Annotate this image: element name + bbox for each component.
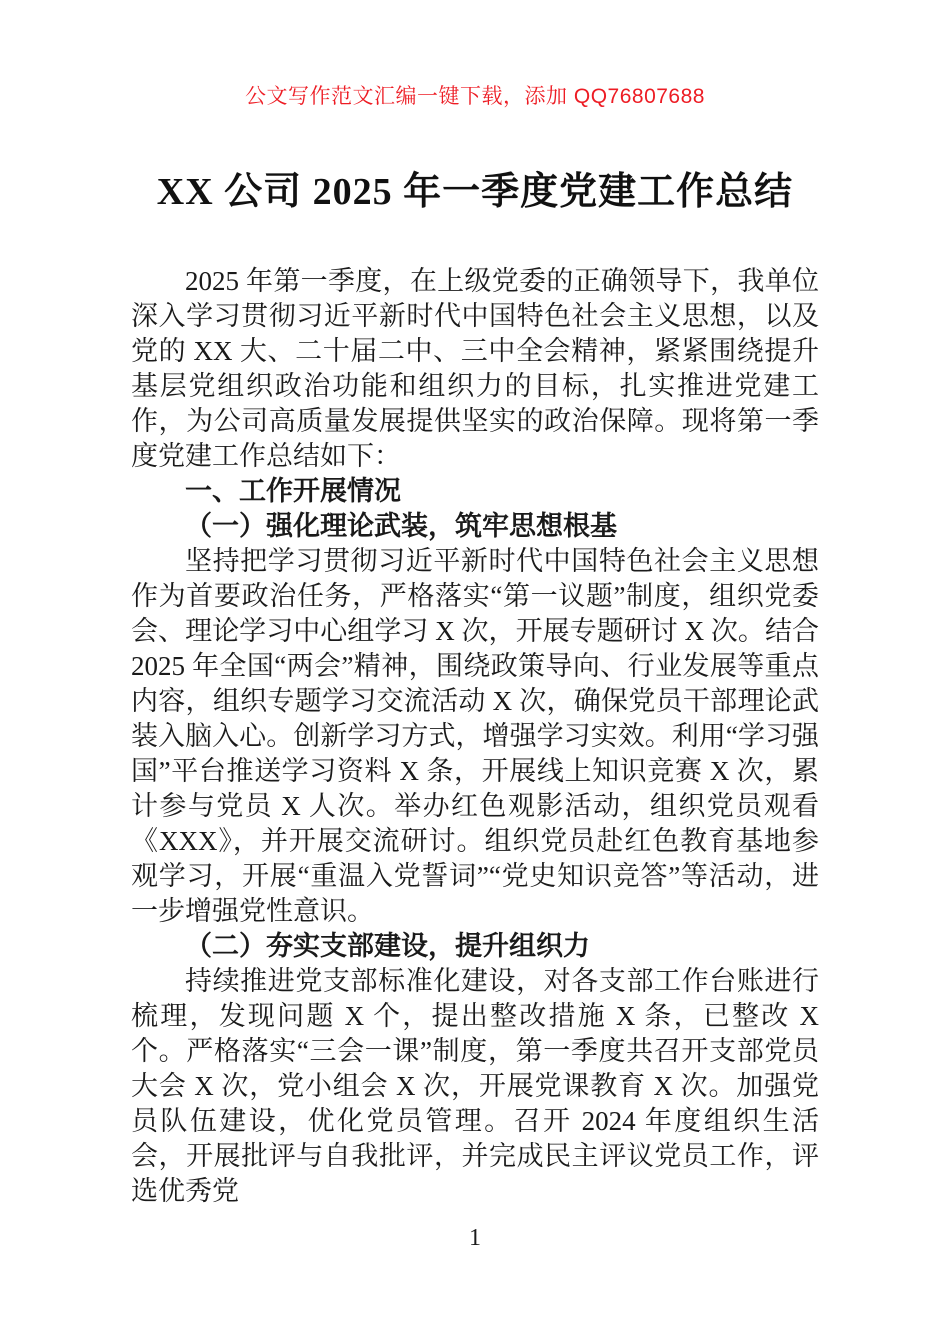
- page-number: 1: [469, 1225, 481, 1251]
- heading-theory-arming: （一）强化理论武装，筑牢思想根基: [185, 511, 617, 541]
- paragraph-branch-building: 持续推进党支部标准化建设，对各支部工作台账进行梳理，发现问题 X 个，提出整改措施 X 条，已整改 X 个。严格落实“三会一课”制度，第一季度共召开支部党员大会 X 次，党小组会 X 次，开展党课教育 X 次。加强党员队伍建设，优化党员管理。召开 2024 年度组织生活会，开展批评与自我批评，并完成民主评议党员工作，评选优秀党: [131, 966, 819, 1206]
- paragraph-intro: 2025 年第一季度，在上级党委的正确领导下，我单位深入学习贯彻习近平新时代中国特色社会主义思想，以及党的 XX 大、二十届二中、三中全会精神，紧紧围绕提升基层党组织政治功能和组织力的目标，扎实推进党建工作，为公司高质量发展提供坚实的政治保障。现将第一季度党建工作总结如下：: [131, 266, 819, 471]
- paragraph-theory-arming: 坚持把学习贯彻习近平新时代中国特色社会主义思想作为首要政治任务，严格落实“第一议题”制度，组织党委会、理论学习中心组学习 X 次，开展专题研讨 X 次。结合 2025 年全国“两会”精神，围绕政策导向、行业发展等重点内容，组织专题学习交流活动 X 次，确保党员干部理论武装入脑入心。创新学习方式，增强学习实效。利用“学习强国”平台推送学习资料 X 条，开展线上知识竞赛 X 次，累计参与党员 X 人次。举办红色观影活动，组织党员观看《XXX》，并开展交流研讨。组织党员赴红色教育基地参观学习，开展“重温入党誓词”“党史知识竞答”等活动，进一步增强党性意识。: [131, 546, 819, 926]
- heading-branch-building: （二）夯实支部建设，提升组织力: [185, 931, 590, 961]
- document-title: XX 公司 2025 年一季度党建工作总结: [156, 171, 794, 213]
- document-body: [131, 264, 819, 1209]
- header-notice: 公文写作范文汇编一键下载，添加 QQ76807688: [245, 85, 705, 108]
- heading-work-progress: 一、工作开展情况: [185, 476, 401, 506]
